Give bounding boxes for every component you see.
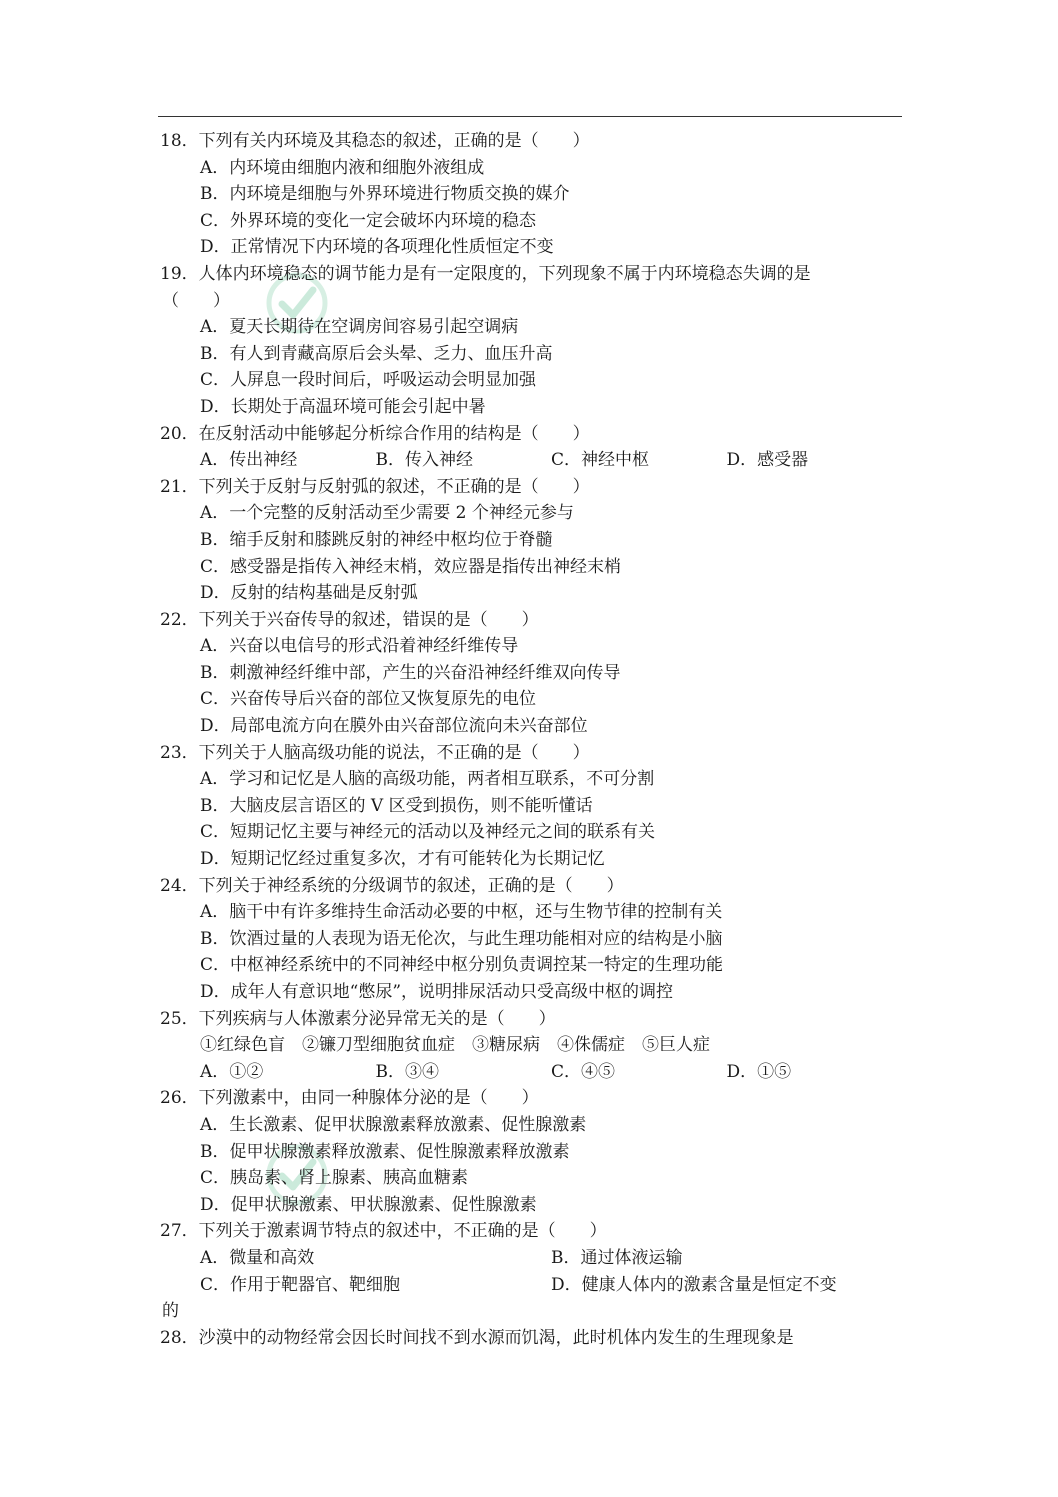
question-list — [160, 128, 902, 1351]
question-25-option-c: C．④⑤ — [551, 1061, 616, 1082]
question-25-option-b: B．③④ — [375, 1061, 439, 1082]
question-21-option-a: A．一个完整的反射活动至少需要 2 个神经元参与 — [200, 503, 574, 524]
question-24-option-c: C．中枢神经系统中的不同神经中枢分别负责调控某一特定的生理功能 — [200, 955, 724, 976]
question-27-option-a: A．微量和高效 — [200, 1247, 315, 1268]
question-25-option-d: D．①⑤ — [726, 1061, 792, 1082]
question-22-option-d: D．局部电流方向在膜外由兴奋部位流向未兴奋部位 — [200, 716, 588, 737]
question-27-option-b: B．通过体液运输 — [551, 1247, 683, 1268]
question-24-option-a: A．脑干中有许多维持生命活动必要的中枢，还与生物节律的控制有关 — [200, 902, 723, 923]
question-21-option-c: C．感受器是指传入神经末梢，效应器是指传出神经末梢 — [200, 556, 622, 577]
question-19-stem-cont: （ ） — [162, 290, 230, 311]
question-22-option-b: B．刺激神经纤维中部，产生的兴奋沿神经纤维双向传导 — [200, 662, 621, 683]
question-25-option-a: A．①② — [200, 1061, 264, 1082]
question-20-options — [160, 447, 902, 474]
question-21-option-b: B．缩手反射和膝跳反射的神经中枢均位于脊髓 — [200, 529, 553, 550]
question-25-sub-items: ①红绿色盲 ②镰刀型细胞贫血症 ③糖尿病 ④侏儒症 ⑤巨人症 — [200, 1035, 710, 1056]
question-26-option-b: B．促甲状腺激素释放激素、促性腺激素释放激素 — [200, 1141, 570, 1162]
question-27-stem: 27．下列关于激素调节特点的叙述中，不正确的是（ ） — [160, 1221, 607, 1242]
question-18-option-b: B．内环境是细胞与外界环境进行物质交换的媒介 — [200, 184, 570, 205]
question-21-option-d: D．反射的结构基础是反射弧 — [200, 583, 418, 604]
question-25-options — [160, 1059, 902, 1086]
question-18-option-d: D．正常情况下内环境的各项理化性质恒定不变 — [200, 237, 554, 258]
question-22-option-c: C．兴奋传导后兴奋的部位又恢复原先的电位 — [200, 689, 537, 710]
header-rule — [158, 116, 902, 117]
question-26-option-d: D．促甲状腺激素、甲状腺激素、促性腺激素 — [200, 1194, 537, 1215]
question-22-option-a: A．兴奋以电信号的形式沿着神经纤维传导 — [200, 636, 519, 657]
question-23-option-c: C．短期记忆主要与神经元的活动以及神经元之间的联系有关 — [200, 822, 656, 843]
question-27-options-row1 — [160, 1245, 902, 1272]
question-27-option-c: C．作用于靶器官、靶细胞 — [200, 1274, 401, 1295]
question-27-option-d: D．健康人体内的激素含量是恒定不变 — [551, 1274, 837, 1295]
question-24-stem: 24．下列关于神经系统的分级调节的叙述，正确的是（ ） — [160, 875, 624, 896]
question-23-option-a: A．学习和记忆是人脑的高级功能，两者相互联系，不可分割 — [200, 769, 655, 790]
question-23-option-b: B．大脑皮层言语区的 V 区受到损伤，则不能听懂话 — [200, 795, 593, 816]
question-26-option-a: A．生长激素、促甲状腺激素释放激素、促性腺激素 — [200, 1114, 587, 1135]
question-20-option-a: A．传出神经 — [200, 450, 298, 471]
question-19-option-b: B．有人到青藏高原后会头晕、乏力、血压升高 — [200, 343, 553, 364]
question-18-option-c: C．外界环境的变化一定会破坏内环境的稳态 — [200, 210, 537, 231]
question-18-option-a: A．内环境由细胞内液和细胞外液组成 — [200, 157, 485, 178]
question-18-stem: 18．下列有关内环境及其稳态的叙述，正确的是（ ） — [160, 131, 590, 151]
question-23-stem: 23．下列关于人脑高级功能的说法，不正确的是（ ） — [160, 742, 590, 763]
question-20-stem: 20．在反射活动中能够起分析综合作用的结构是（ ） — [160, 423, 590, 444]
question-24-option-d: D．成年人有意识地“憋尿”，说明排尿活动只受高级中枢的调控 — [200, 982, 674, 1002]
question-19-option-a: A．夏天长期待在空调房间容易引起空调病 — [200, 317, 519, 338]
question-26-option-c: C．胰岛素、肾上腺素、胰高血糖素 — [200, 1168, 469, 1189]
question-28-stem: 28．沙漠中的动物经常会因长时间找不到水源而饥渴，此时机体内发生的生理现象是 — [160, 1327, 794, 1348]
question-20-option-b: B．传入神经 — [375, 450, 473, 471]
question-19-stem: 19．人体内环境稳态的调节能力是有一定限度的，下列现象不属于内环境稳态失调的是 — [160, 263, 811, 284]
question-23-option-d: D．短期记忆经过重复多次，才有可能转化为长期记忆 — [200, 849, 605, 870]
question-20-option-c: C．神经中枢 — [551, 450, 650, 471]
question-27-options-row2 — [160, 1272, 902, 1299]
question-27-option-d-tail: 的 — [162, 1301, 179, 1322]
question-19-option-c: C．人屏息一段时间后，呼吸运动会明显加强 — [200, 370, 537, 391]
question-20-option-d: D．感受器 — [726, 450, 809, 471]
question-19-option-d: D．长期处于高温环境可能会引起中暑 — [200, 396, 486, 417]
question-24-option-b: B．饮酒过量的人表现为语无伦次，与此生理功能相对应的结构是小脑 — [200, 928, 723, 949]
question-22-stem: 22．下列关于兴奋传导的叙述，错误的是（ ） — [160, 609, 539, 630]
question-26-stem: 26．下列激素中，由同一种腺体分泌的是（ ） — [160, 1088, 539, 1109]
question-21-stem: 21．下列关于反射与反射弧的叙述，不正确的是（ ） — [160, 476, 590, 497]
question-25-stem: 25．下列疾病与人体激素分泌异常无关的是（ ） — [160, 1008, 556, 1029]
